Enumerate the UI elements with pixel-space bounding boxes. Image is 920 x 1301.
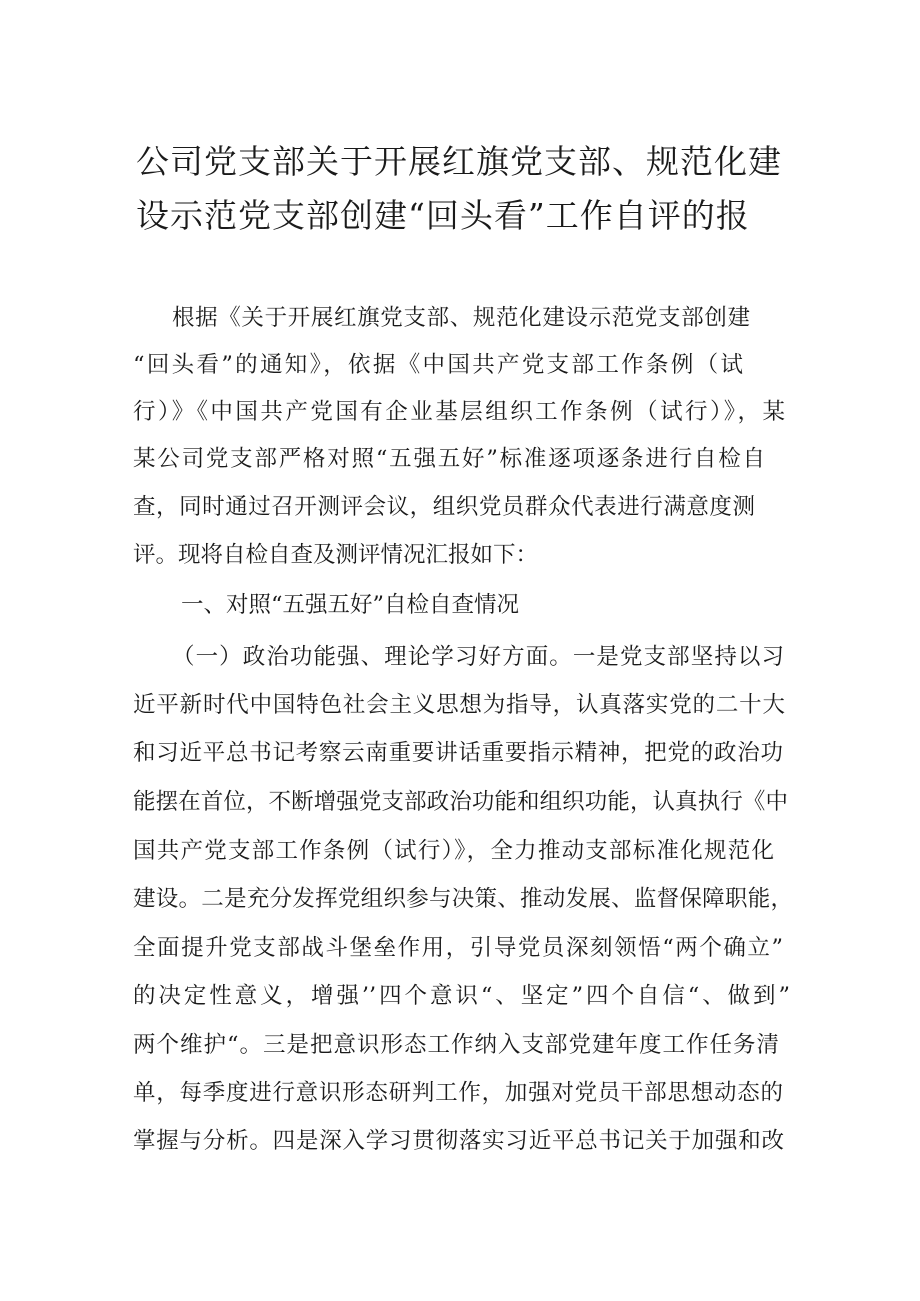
- paragraph-2-line-6: 建设。二是充分发挥党组织参与决策、推动发展、监督保障职能，: [133, 886, 793, 912]
- paragraph-1-line-6: 评。现将自检自查及测评情况汇报如下：: [133, 542, 539, 568]
- document-title-line-1: 公司党支部关于开展红旗党支部、规范化建: [136, 142, 782, 181]
- paragraph-2-line-7: 全面提升党支部战斗堡垒作用，引导党员深刻领悟“两个确立”: [133, 935, 783, 961]
- paragraph-2-line-3: 和习近平总书记考察云南重要讲话重要指示精神，把党的政治功: [133, 740, 783, 766]
- section-heading-1: 一、对照“五强五好”自检自查情况: [181, 592, 520, 618]
- paragraph-1-line-4: 某公司党支部严格对照“五强五好”标准逐项逐条进行自检自: [133, 446, 765, 472]
- paragraph-2-line-2: 近平新时代中国特色社会主义思想为指导，认真落实党的二十大: [133, 692, 785, 718]
- document-title-line-2: 设示范党支部创建“回头看”工作自评的报: [136, 196, 750, 235]
- paragraph-2-line-1: （一）政治功能强、理论学习好方面。一是党支部坚持以习: [172, 644, 784, 670]
- paragraph-1-line-3: 行）》《中国共产党国有企业基层组织工作条例（试行）》，某: [133, 399, 785, 425]
- paragraph-1-line-5: 查，同时通过召开测评会议，组织党员群众代表进行满意度测: [133, 494, 755, 520]
- paragraph-2-line-5: 国共产党支部工作条例（试行）》，全力推动支部标准化规范化: [133, 838, 774, 864]
- paragraph-2-line-8: 的决定性意义，增强’’四个意识“、坚定”四个自信“、做到”: [133, 983, 790, 1009]
- paragraph-2-line-4: 能摆在首位，不断增强党支部政治功能和组织功能，认真执行《中: [133, 789, 788, 815]
- paragraph-2-line-11: 掌握与分析。四是深入学习贯彻落实习近平总书记关于加强和改: [133, 1128, 784, 1154]
- paragraph-2-line-10: 单，每季度进行意识形态研判工作，加强对党员干部思想动态的: [133, 1080, 783, 1106]
- paragraph-2-line-9: 两个维护“。三是把意识形态工作纳入支部党建年度工作任务清: [133, 1032, 779, 1058]
- paragraph-1-line-2: “回头看”的通知》，依据《中国共产党支部工作条例（试: [133, 352, 743, 378]
- paragraph-1-line-1: 根据《关于开展红旗党支部、规范化建设示范党支部创建: [172, 305, 750, 331]
